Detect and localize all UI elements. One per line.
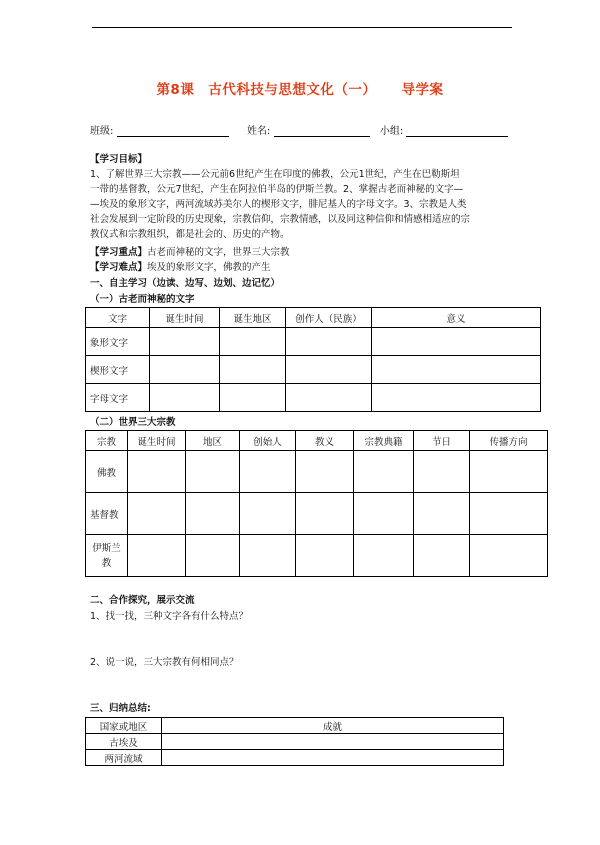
summary-table: [85, 717, 504, 766]
table-header-cell: 意义: [372, 308, 541, 328]
table-header-cell: 传播方向: [470, 431, 548, 451]
table-header-cell: 宗教典籍: [354, 431, 414, 451]
answer-cell[interactable]: [372, 328, 541, 356]
table-row: [86, 328, 541, 356]
answer-cell[interactable]: [150, 328, 220, 356]
answer-cell[interactable]: [186, 451, 240, 493]
table-header-cell: 国家或地区: [86, 718, 162, 734]
title-main: 第8课 古代科技与思想文化（一）: [156, 82, 377, 98]
answer-cell[interactable]: [414, 535, 470, 577]
table-header-cell: 诞生时间: [150, 308, 220, 328]
table-header-cell: 创作人（民族）: [286, 308, 372, 328]
row-label: 基督教: [86, 493, 128, 535]
table-row: [86, 451, 548, 493]
answer-cell[interactable]: [128, 535, 186, 577]
answer-cell[interactable]: [372, 384, 541, 412]
table-header-cell: 宗教: [86, 431, 128, 451]
goals-line-5: 教仪式和宗教组织，都是社会的、历史的产物。: [90, 229, 290, 240]
answer-cell[interactable]: [162, 750, 504, 766]
answer-cell[interactable]: [296, 451, 354, 493]
answer-cell[interactable]: [150, 384, 220, 412]
student-info-fields: [90, 122, 508, 137]
answer-cell[interactable]: [286, 356, 372, 384]
answer-cell[interactable]: [220, 384, 286, 412]
class-field[interactable]: [117, 125, 229, 137]
writing-table: [85, 307, 541, 412]
answer-cell[interactable]: [240, 535, 296, 577]
answer-cell[interactable]: [286, 328, 372, 356]
table-header-row: [86, 431, 548, 451]
answer-cell[interactable]: [296, 493, 354, 535]
answer-cell[interactable]: [220, 356, 286, 384]
goals-line-1: 1、了解世界三大宗教——公元前6世纪产生在印度的佛教，公元1世纪，产生在巴勒斯坦: [90, 169, 460, 180]
key-points-label: 【学习重点】: [90, 247, 148, 258]
table-header-row: [86, 718, 504, 734]
table-row: [86, 750, 504, 766]
section1-sub2: （二）世界三大宗教: [90, 417, 176, 428]
row-label: 两河流域: [86, 750, 162, 766]
answer-cell[interactable]: [470, 451, 548, 493]
answer-cell[interactable]: [414, 493, 470, 535]
answer-cell[interactable]: [470, 535, 548, 577]
row-label: 古埃及: [86, 734, 162, 750]
title-suffix: 导学案: [401, 82, 444, 98]
answer-cell[interactable]: [162, 734, 504, 750]
table-header-cell: 节日: [414, 431, 470, 451]
row-label: 象形文字: [86, 328, 150, 356]
question-1: 1、找一找，三种文字各有什么特点？: [90, 611, 249, 622]
table-header-cell: 诞生地区: [220, 308, 286, 328]
table-row: [86, 535, 548, 577]
answer-cell[interactable]: [372, 356, 541, 384]
section2-heading: 二、合作探究，展示交流: [90, 595, 195, 606]
answer-cell[interactable]: [186, 535, 240, 577]
answer-cell[interactable]: [150, 356, 220, 384]
name-label: 姓名:: [246, 126, 271, 137]
table-header-cell: 文字: [86, 308, 150, 328]
answer-cell[interactable]: [128, 451, 186, 493]
table-row: [86, 356, 541, 384]
header-rule: [92, 27, 512, 28]
table-row: [86, 734, 504, 750]
answer-cell[interactable]: [296, 535, 354, 577]
row-label: 楔形文字: [86, 356, 150, 384]
difficult-points-label: 【学习难点】: [90, 262, 148, 273]
table-header-cell: 教义: [296, 431, 354, 451]
answer-cell[interactable]: [286, 384, 372, 412]
key-points: [90, 245, 516, 260]
answer-cell[interactable]: [128, 493, 186, 535]
key-points-text: 古老而神秘的文字，世界三大宗教: [147, 247, 290, 258]
question-2: 2、说一说，三大宗教有何相同点？: [90, 657, 239, 668]
section3-heading: 三、归纳总结:: [90, 703, 151, 714]
row-label: 佛教: [86, 451, 128, 493]
table-header-cell: 诞生时间: [128, 431, 186, 451]
table-header-cell: 成就: [162, 718, 504, 734]
class-label: 班级:: [90, 126, 114, 137]
section1-sub1: （一）古老而神秘的文字: [90, 294, 195, 305]
answer-cell[interactable]: [354, 493, 414, 535]
answer-cell[interactable]: [240, 451, 296, 493]
goals-line-3: —埃及的象形文字，两河流域苏美尔人的楔形文字，腓尼基人的字母文字。3、宗教是人类: [90, 199, 467, 210]
answer-cell[interactable]: [354, 535, 414, 577]
group-label: 小组:: [379, 126, 404, 137]
difficult-points-text: 埃及的象形文字，佛教的产生: [147, 262, 271, 273]
goals-heading: 【学习目标】: [90, 154, 148, 165]
table-header-row: [86, 308, 541, 328]
answer-cell[interactable]: [186, 493, 240, 535]
section1-heading: 一、自主学习（边读、边写、边划、边记忆）: [90, 278, 281, 289]
goals-line-2: 一带的基督教，公元7世纪，产生在阿拉伯半岛的伊斯兰教。2、掌握古老而神秘的文字—: [90, 184, 464, 195]
answer-cell[interactable]: [354, 451, 414, 493]
name-field[interactable]: [274, 125, 370, 137]
row-label: 伊斯兰教: [86, 535, 128, 577]
religion-table: [85, 430, 548, 577]
answer-cell[interactable]: [220, 328, 286, 356]
goals-line-4: 社会发展到一定阶段的历史现象，宗教信仰，宗教情感，以及同这种信仰和情感相适应的宗: [90, 214, 471, 225]
table-row: [86, 493, 548, 535]
answer-cell[interactable]: [470, 493, 548, 535]
group-field[interactable]: [406, 125, 508, 137]
table-header-cell: 地区: [186, 431, 240, 451]
difficult-points: [90, 260, 516, 275]
row-label: 字母文字: [86, 384, 150, 412]
answer-cell[interactable]: [414, 451, 470, 493]
page-title: [0, 78, 600, 98]
table-header-cell: 创始人: [240, 431, 296, 451]
answer-cell[interactable]: [240, 493, 296, 535]
table-row: [86, 384, 541, 412]
